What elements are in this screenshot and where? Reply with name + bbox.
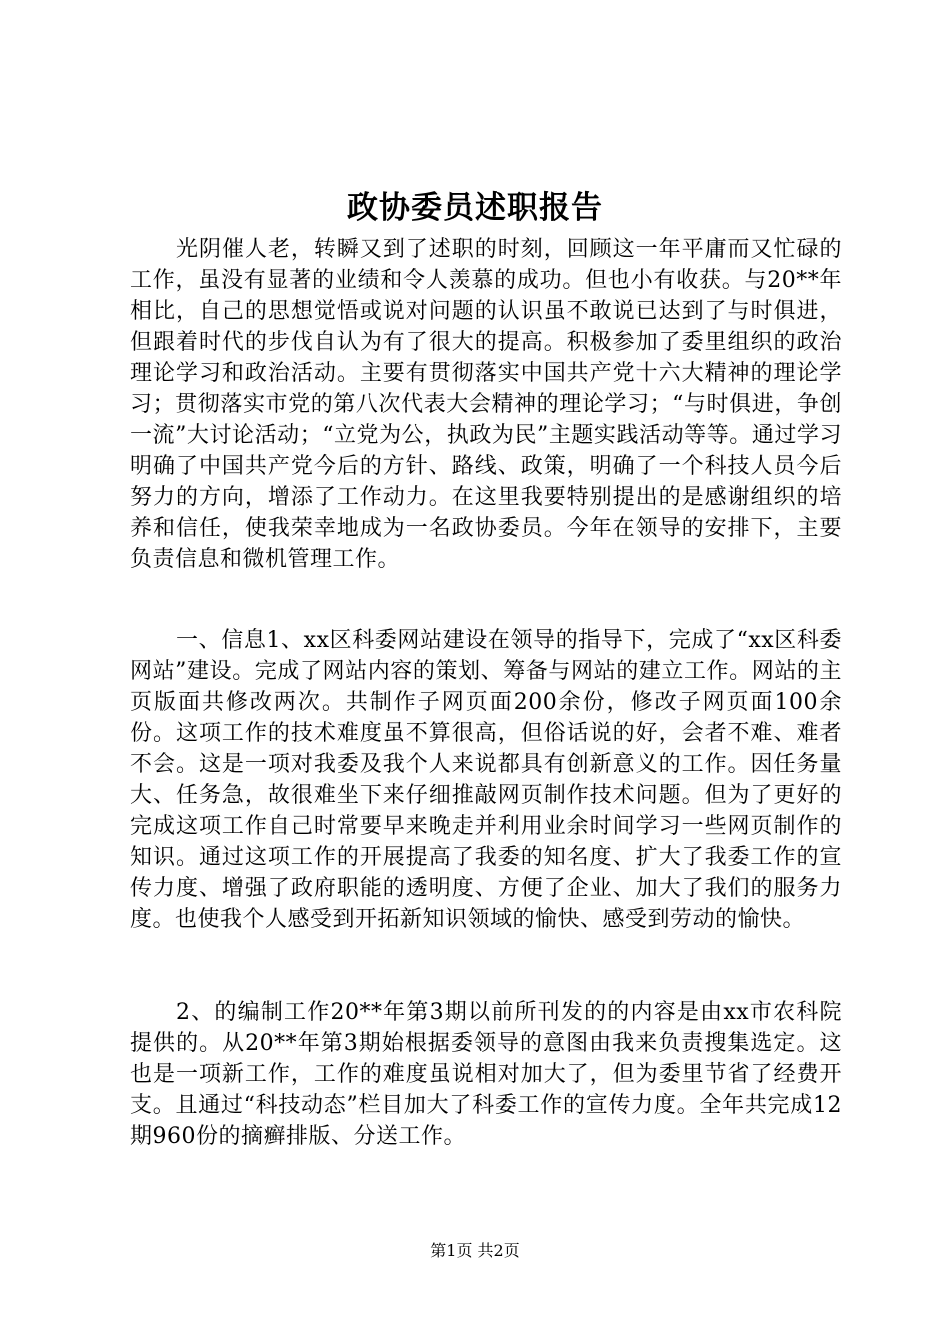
document-title: 政协委员述职报告 bbox=[347, 190, 603, 226]
paragraph-intro bbox=[130, 234, 842, 575]
page-footer: 第1页 共2页 bbox=[430, 1241, 520, 1260]
paragraph-section-info bbox=[130, 625, 842, 935]
paragraph-text: 2、的编制工作20**年第3期以前所刊发的的内容是由xx市农科院提供的。从20**年第3期始根据委领导的意图由我来负责搜集选定。这也是一项新工作，工作的难度虽说相对加大了，但为委里节省了经费开支。且通过“科技动态”栏目加大了科委工作的宣传力度。全年共完成12期960份的摘癣排版、分送工作。 bbox=[130, 1000, 842, 1149]
paragraph-text: 一、信息1、xx区科委网站建设在领导的指导下，完成了“xx区科委网站”建设。完成了网站内容的策划、筹备与网站的建立工作。网站的主页版面共修改两次。共制作子网页面200余份，修改子网页面100余份。这项工作的技术难度虽不算很高，但俗话说的好，会者不难、难者不会。这是一项对我委及我个人来说都具有创新意义的工作。因任务量大、任务急，故很难坐下来仔细推敲网页制作技术问题。但为了更好的完成这项工作自己时常要早来晚走并利用业余时间学习一些网页制作的知识。通过这项工作的开展提高了我委的知名度、扩大了我委工作的宣传力度、增强了政府职能的透明度、方便了企业、加大了我们的服务力度。也使我个人感受到开拓新知识领域的愉快、感受到劳动的愉快。 bbox=[130, 628, 842, 932]
paragraph-section-editing bbox=[130, 997, 842, 1152]
paragraph-text: 光阴催人老，转瞬又到了述职的时刻，回顾这一年平庸而又忙碌的工作，虽没有显著的业绩和令人羡慕的成功。但也小有收获。与20**年相比，自己的思想觉悟或说对问题的认识虽不敢说已达到了与时俱进，但跟着时代的步伐自认为有了很大的提高。积极参加了委里组织的政治理论学习和政治活动。主要有贯彻落实中国共产党十六大精神的理论学习；贯彻落实市党的第八次代表大会精神的理论学习；“与时俱进，争创一流”大讨论活动；“立党为公，执政为民”主题实践活动等等。通过学习明确了中国共产党今后的方针、路线、政策，明确了一个科技人员今后努力的方向，增添了工作动力。在这里我要特别提出的是感谢组织的培养和信任，使我荣幸地成为一名政协委员。今年在领导的安排下，主要负责信息和微机管理工作。 bbox=[130, 237, 842, 572]
